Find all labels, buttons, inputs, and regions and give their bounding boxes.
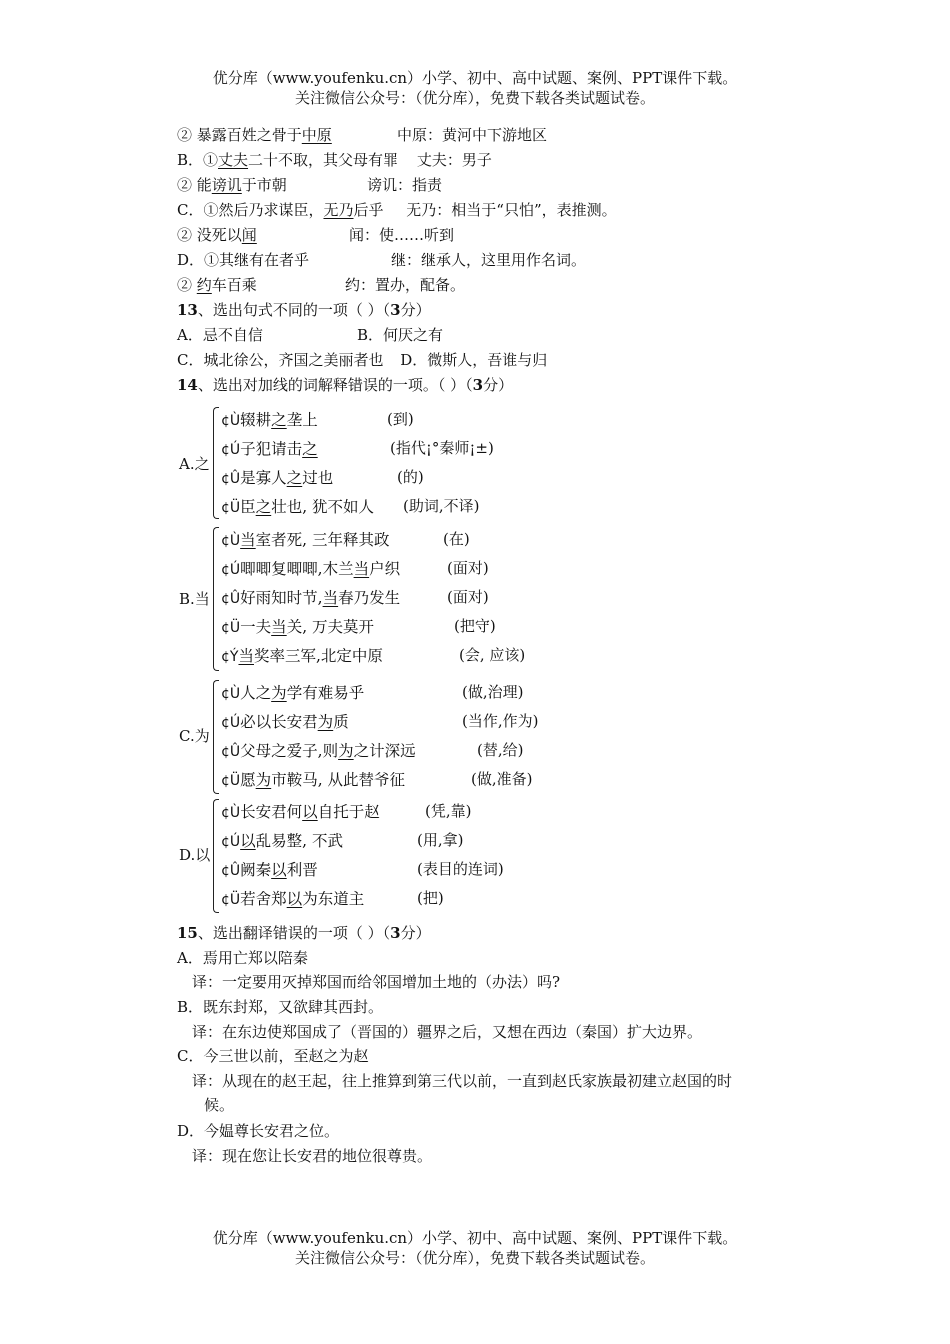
q14-d-meaning-3: (表目的连词) — [417, 860, 504, 878]
q14-c-meaning-3: (替,给) — [477, 741, 524, 759]
q13-stem: 13、选出句式不同的一项（ ）（3分） — [177, 301, 431, 319]
q15-option-a: A．焉用亡郑以陪秦 — [177, 949, 308, 967]
q14-c-item-3: ¢Û父母之爱子,则为之计深远 — [221, 742, 416, 760]
q14-b-meaning-2: (面对) — [447, 559, 489, 577]
q14-group-b-brace — [213, 527, 219, 671]
page-header — [0, 68, 950, 108]
q14-group-d-brace — [213, 799, 219, 913]
q14-a-item-3: ¢Û是寡人之过也 — [221, 469, 334, 487]
q12-c1-note: 无乃：相当于“只怕”，表推测。 — [406, 201, 617, 219]
q14-b-meaning-3: (面对) — [447, 588, 489, 606]
q14-c-meaning-4: (做,准备) — [471, 770, 533, 788]
q14-b-item-4: ¢Ü一夫当关, 万夫莫开 — [221, 618, 375, 636]
q14-group-d-label: D.以 — [179, 846, 211, 864]
q14-b-meaning-5: (会, 应该) — [459, 646, 526, 664]
q14-group-a-label: A.之 — [179, 455, 210, 473]
q14-c-meaning-2: (当作,作为) — [462, 712, 539, 730]
q14-d-item-1: ¢Ù长安君何以自托于赵 — [221, 803, 380, 821]
q12-option-b2: ② 能谤讥于市朝 谤讥：指责 — [177, 176, 443, 194]
q14-group-c-brace — [213, 680, 219, 794]
q12-b2-note: 谤讥：指责 — [367, 176, 443, 194]
q14-b-item-5: ¢Ý当奖率三军,北定中原 — [221, 647, 383, 665]
q14-b-meaning-4: (把守) — [454, 617, 496, 635]
q12-d1-note: 继：继承人，这里用作名词。 — [391, 251, 587, 269]
q12-option-c1: C．①然后乃求谋臣，无乃后乎 无乃：相当于“只怕”，表推测。 — [177, 201, 617, 219]
q15-option-d-translation: 译：现在您让长安君的地位很尊贵。 — [192, 1147, 433, 1165]
q14-group-c-label: C.为 — [179, 727, 210, 745]
q12-c2-note: 闻：使……听到 — [349, 226, 455, 244]
q14-c-item-2: ¢Ú必以长安君为质 — [221, 713, 349, 731]
footer-line-1: 优分库（www.youfenku.cn）小学、初中、高中试题、案例、PPT课件下载。 — [212, 1229, 738, 1247]
q12-option-a2: ② 暴露百姓之骨于中原 中原：黄河中下游地区 — [177, 126, 548, 144]
header-line-1: 优分库（www.youfenku.cn）小学、初中、高中试题、案例、PPT课件下载。 — [212, 69, 738, 87]
q12-option-b1: B．①丈夫二十不取，其父母有罪 丈夫：男子 — [177, 151, 492, 169]
q14-a-item-2: ¢Ú子犯请击之 — [221, 440, 318, 458]
header-line-2: 关注微信公众号：（优分库），免费下载各类试题试卷。 — [294, 89, 655, 107]
q14-a-meaning-4: (助词,不译) — [403, 497, 480, 515]
q15-option-c-translation-1: 译：从现在的赵王起，往上推算到第三代以前，一直到赵氏家族最初建立赵国的时 — [192, 1072, 733, 1090]
q15-stem: 15、选出翻译错误的一项（ ）（3分） — [177, 924, 431, 942]
q14-c-item-1: ¢Ù人之为学有难易乎 — [221, 684, 365, 702]
page-footer — [0, 1228, 950, 1268]
q14-a-item-4: ¢Ü臣之壮也, 犹不如人 — [221, 498, 375, 516]
footer-line-2: 关注微信公众号：（优分库），免费下载各类试题试卷。 — [294, 1249, 655, 1267]
q14-b-meaning-1: (在) — [443, 530, 470, 548]
q14-d-item-4: ¢Ü若舍郑以为东道主 — [221, 890, 365, 908]
q15-option-c-translation-2: 候。 — [204, 1096, 235, 1114]
q15-option-b-translation: 译：在东边使郑国成了（晋国的）疆界之后，又想在西边（秦国）扩大边界。 — [192, 1023, 703, 1041]
q14-stem: 14、选出对加线的词解释错误的一项。（ ）（3分） — [177, 376, 514, 394]
q14-b-item-3: ¢Û好雨知时节,当春乃发生 — [221, 589, 401, 607]
q12-option-d2: ② 约车百乘 约：置办，配备。 — [177, 276, 466, 294]
q14-c-item-4: ¢Ü愿为市鞍马, 从此替爷征 — [221, 771, 406, 789]
q14-d-item-2: ¢Ú以乱易整, 不武 — [221, 832, 344, 850]
q14-group-b-label: B.当 — [179, 590, 210, 608]
q13-option-a: A．忌不自信 — [177, 326, 263, 344]
q14-d-meaning-1: (凭,靠) — [425, 802, 472, 820]
q13-options-ab — [177, 324, 444, 346]
q12-a2-note: 中原：黄河中下游地区 — [397, 126, 548, 144]
q14-b-item-1: ¢Ù当室者死, 三年释其政 — [221, 531, 390, 549]
q12-d2-note: 约：置办，配备。 — [345, 276, 466, 294]
q14-d-meaning-2: (用,拿) — [417, 831, 464, 849]
q12-b1-note: 丈夫：男子 — [416, 151, 492, 169]
q14-a-meaning-1: (到) — [387, 410, 414, 428]
q14-b-item-2: ¢Ú唧唧复唧唧,木兰当户织 — [221, 560, 401, 578]
q13-option-d: D．微斯人，吾谁与归 — [400, 351, 548, 369]
q12-option-d1: D．①其继有在者乎 继：继承人，这里用作名词。 — [177, 251, 587, 269]
q14-c-meaning-1: (做,治理) — [462, 683, 524, 701]
q13-option-c: C．城北徐公，齐国之美丽者也 — [177, 351, 384, 369]
q15-option-a-translation: 译：一定要用灭掉郑国而给邻国增加土地的（办法）吗? — [192, 973, 561, 991]
q14-a-meaning-2: (指代¡°秦师¡±) — [390, 439, 494, 457]
q14-d-meaning-4: (把) — [417, 889, 444, 907]
q15-option-d: D．今媪尊长安君之位。 — [177, 1122, 340, 1140]
q14-group-a-brace — [213, 407, 219, 519]
q13-option-b: B．何厌之有 — [357, 326, 444, 344]
q13-options-cd — [177, 349, 547, 371]
q14-a-item-1: ¢Ù辍耕之垄上 — [221, 411, 318, 429]
q14-a-meaning-3: (的) — [397, 468, 424, 486]
q15-option-b: B．既东封郑，又欲肆其西封。 — [177, 998, 384, 1016]
q12-option-c2: ② 没死以闻 闻：使……听到 — [177, 226, 455, 244]
q15-option-c: C．今三世以前，至赵之为赵 — [177, 1047, 369, 1065]
q14-d-item-3: ¢Û阙秦以利晋 — [221, 861, 318, 879]
